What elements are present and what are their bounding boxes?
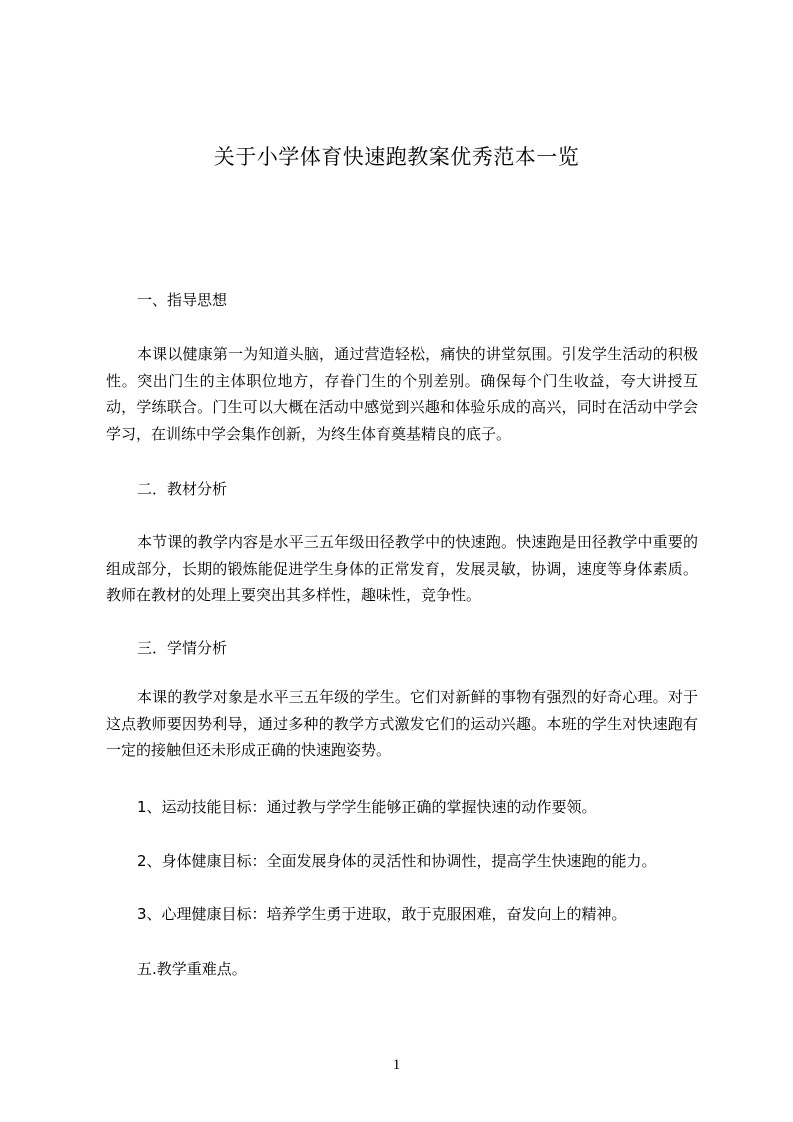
section-heading-student-analysis: 三．学情分析 [137, 639, 228, 657]
objective-physical-health: 2、身体健康目标：全面发展身体的灵活性和协调性，提高学生快速跑的能力。 [137, 852, 657, 870]
section-paragraph-guiding-thought: 本课以健康第一为知道头脑，通过营造轻松，痛快的讲堂氛围。引发学生活动的积极性。突出门生的主体职位地方，存眷门生的个别差别。确保每个门生收益，夸大讲授互动，学练联合。门生可以大概在活动中感觉到兴趣和体验乐成的高兴，同时在活动中学会学习，在训练中学会集作创新，为终生体育奠基精良的底子。 [106, 345, 698, 443]
section-heading-key-difficulties: 五.教学重难点。 [137, 960, 247, 978]
section-heading-guiding-thought: 一、指导思想 [137, 291, 228, 309]
objective-mental-health: 3、心理健康目标：培养学生勇于进取，敢于克服困难，奋发向上的精神。 [137, 905, 627, 923]
section-paragraph-student-analysis: 本课的教学对象是水平三五年级的学生。它们对新鲜的事物有强烈的好奇心理。对于这点教师要因势利导，通过多种的教学方式激发它们的运动兴趣。本班的学生对快速跑有一定的接触但还未形成正确的快速跑姿势。 [106, 688, 698, 759]
section-paragraph-material-analysis: 本节课的教学内容是水平三五年级田径教学中的快速跑。快速跑是田径教学中重要的组成部分，长期的锻炼能促进学生身体的正常发育，发展灵敏，协调，速度等身体素质。教师在教材的处理上要突出其多样性，趣味性，竞争性。 [106, 533, 698, 604]
objective-motor-skills: 1、运动技能目标：通过教与学学生能够正确的掌握快速的动作要领。 [137, 798, 597, 816]
section-heading-material-analysis: 二．教材分析 [137, 480, 228, 498]
page-number: 1 [392, 1057, 401, 1073]
document-title: 关于小学体育快速跑教案优秀范本一览 [213, 145, 580, 169]
